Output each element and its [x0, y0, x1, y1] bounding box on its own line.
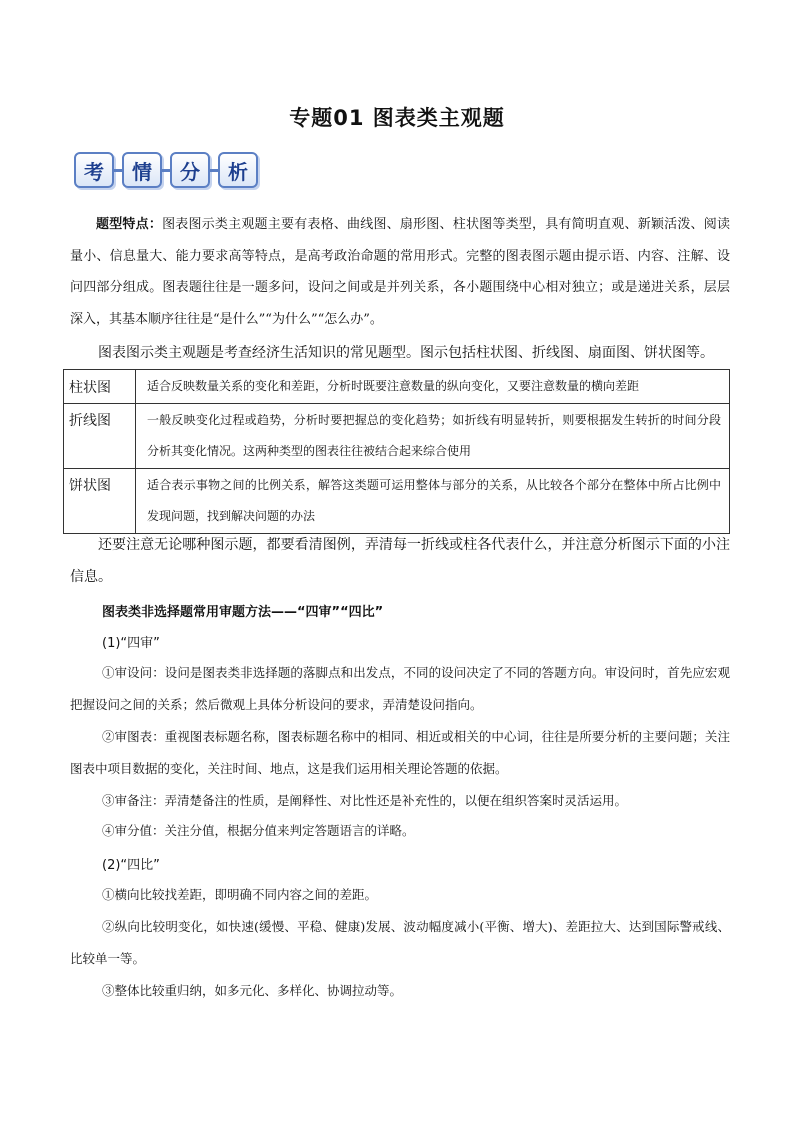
- badge-xi: 析: [218, 152, 258, 188]
- list-item: ④审分值：关注分值，根据分值来判定答题语言的详略。: [102, 823, 415, 838]
- table-cell-type: 折线图: [64, 404, 136, 469]
- intro-label: 题型特点：: [96, 217, 163, 232]
- method-heading: 图表类非选择题常用审题方法——“四审”“四比”: [102, 605, 384, 620]
- table-row: [64, 370, 730, 404]
- table-cell-desc: 适合表示事物之间的比例关系，解答这类题可运用整体与部分的关系，从比较各个部分在整体中所占比例中发现问题，找到解决问题的办法: [136, 469, 730, 534]
- section-title-four-comparisons: (2)“四比”: [102, 858, 160, 873]
- list-item: ①横向比较找差距，即明确不同内容之间的差距。: [102, 887, 378, 902]
- section-title-four-reviews: (1)“四审”: [102, 636, 160, 651]
- badge-fen: 分: [170, 152, 210, 188]
- table-row: [64, 404, 730, 469]
- intro-paragraph: [70, 209, 730, 335]
- chart-type-table: [63, 369, 730, 534]
- badge-kao: 考: [74, 152, 114, 188]
- section-badge-group: [74, 150, 258, 190]
- list-item: ③审备注：弄清楚备注的性质，是阐释性、对比性还是补充性的，以便在组织答案时灵活运用。: [102, 793, 628, 808]
- badge-qing: 情: [122, 152, 162, 188]
- table-row: [64, 469, 730, 534]
- list-item: ②审图表：重视图表标题名称，图表标题名称中的相同、相近或相关的中心词，往往是所要分析的主要问题；关注图表中项目数据的变化，关注时间、地点，这是我们运用相关理论答题的依据。: [70, 729, 730, 776]
- badge-connector: [162, 169, 170, 172]
- chart-types-paragraph: 图表图示类主观题是考查经济生活知识的常见题型。图示包括柱状图、折线图、扇面图、饼状图等。: [98, 345, 714, 361]
- list-item: ②纵向比较明变化，如快速(缓慢、平稳、健康)发展、波动幅度减小(平衡、增大)、差距拉大、达到国际警戒线、比较单一等。: [70, 919, 730, 966]
- intro-text: 图表图示类主观题主要有表格、曲线图、扇形图、柱状图等类型，具有简明直观、新颖活泼、阅读量小、信息量大、能力要求高等特点，是高考政治命题的常用形式。完整的图表图示题由提示语、内容、注解、设问四部分组成。图表题往往是一题多问，设问之间或是并列关系，各小题围绕中心相对独立；或是递进关系，层层深入，其基本顺序往往是“是什么”“为什么”“怎么办”。: [70, 217, 730, 327]
- badge-connector: [114, 169, 122, 172]
- list-item: ①审设问：设问是图表类非选择题的落脚点和出发点，不同的设问决定了不同的答题方向。审设问时，首先应宏观把握设问之间的关系；然后微观上具体分析设问的要求，弄清楚设问指向。: [70, 665, 730, 712]
- table-cell-type: 柱状图: [64, 370, 136, 404]
- page-title: 专题01 图表类主观题: [289, 106, 505, 130]
- list-item: ③整体比较重归纳，如多元化、多样化、协调拉动等。: [102, 983, 403, 998]
- badge-connector: [210, 169, 218, 172]
- table-cell-type: 饼状图: [64, 469, 136, 534]
- table-cell-desc: 一般反映变化过程或趋势，分析时要把握总的变化趋势；如折线有明显转折，则要根据发生转折的时间分段分析其变化情况。这两种类型的图表往往被结合起来综合使用: [136, 404, 730, 469]
- note-paragraph: 还要注意无论哪种图示题，都要看清图例，弄清每一折线或柱各代表什么，并注意分析图示下面的小注信息。: [70, 537, 730, 585]
- table-cell-desc: 适合反映数量关系的变化和差距，分析时既要注意数量的纵向变化，又要注意数量的横向差距: [136, 370, 730, 404]
